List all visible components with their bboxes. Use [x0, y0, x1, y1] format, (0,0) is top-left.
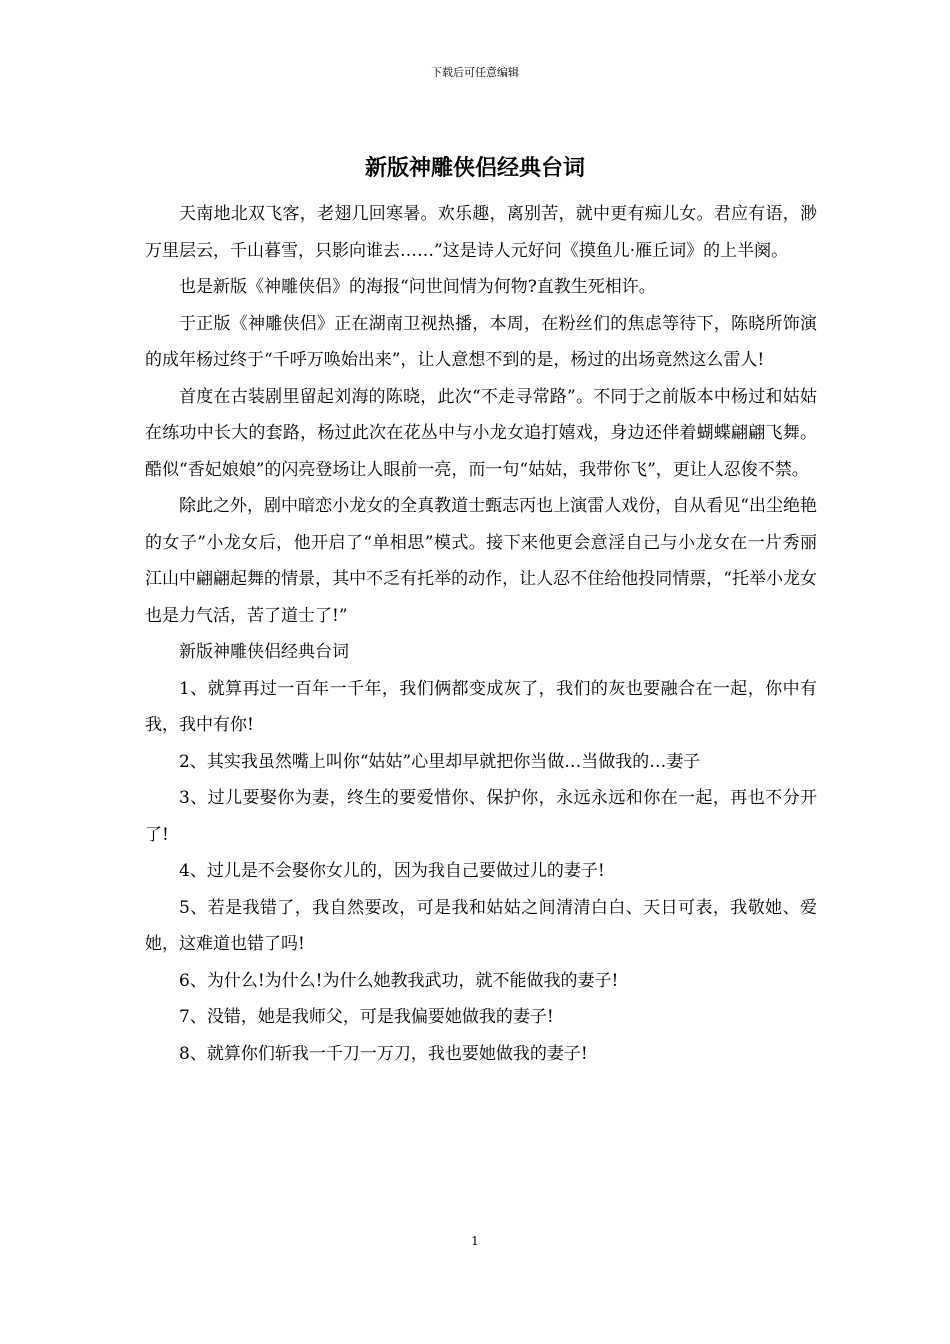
- section-heading-quotes: 新版神雕侠侣经典台词: [179, 642, 349, 662]
- paragraph-poem-intro: 天南地北双飞客，老翅几回寒暑。欢乐趣，离别苦，就中更有痴儿女。君应有语，渺万里层云，千山暮雪，只影向谁去……”这是诗人元好问《摸鱼儿·雁丘词》的上半阕。: [145, 204, 817, 261]
- page-header-note: 下载后可任意编辑: [431, 66, 519, 79]
- quote-item-2: 2、其实我虽然嘴上叫你“姑姑”心里却早就把你当做…当做我的…妻子: [179, 751, 701, 772]
- quote-item-8: 8、就算你们斩我一千刀一万刀，我也要她做我的妻子!: [179, 1043, 588, 1064]
- paragraph-zhen-zhibing: 除此之外，剧中暗恋小龙女的全真教道士甄志丙也上演雷人戏份，自从看见“出尘绝艳的女子”小龙女后，他开启了“单相思”模式。接下来他更会意淫自己与小龙女在一片秀丽江山中翩翩起舞的情景，其中不乏有托举的动作，让人忍不住给他投同情票，“托举小龙女也是力气活，苦了道士了!”: [145, 496, 817, 626]
- quote-item-3: 3、过儿要娶你为妻，终生的要爱惜你、保护你，永远永远和你在一起，再也不分开了!: [145, 788, 817, 845]
- quote-item-1: 1、就算再过一百年一千年，我们俩都变成灰了，我们的灰也要融合在一起，你中有我，我中有你!: [145, 678, 817, 735]
- paragraph-poster: 也是新版《神雕侠侣》的海报“问世间情为何物?直教生死相许。: [179, 277, 656, 297]
- document-body: [145, 196, 817, 1072]
- paragraph-yangguo-debut: 首度在古装剧里留起刘海的陈晓，此次“不走寻常路”。不同于之前版本中杨过和姑姑在练功中长大的套路，杨过此次在花丛中与小龙女追打嬉戏，身边还伴着蝴蝶翩翩飞舞。酷似“香妃娘娘”的闪亮登场让人眼前一亮，而一句“姑姑，我带你飞”，更让人忍俊不禁。: [145, 386, 817, 480]
- quote-item-7: 7、没错，她是我师父，可是我偏要她做我的妻子!: [179, 1007, 554, 1027]
- document-title: 新版神雕侠侣经典台词: [364, 155, 585, 181]
- quote-item-5: 5、若是我错了，我自然要改，可是我和姑姑之间清清白白、天日可表，我敬她、爱她，这难道也错了吗!: [145, 897, 817, 954]
- quote-item-4: 4、过儿是不会娶你女儿的，因为我自己要做过儿的妻子!: [179, 861, 605, 881]
- paragraph-broadcast: 于正版《神雕侠侣》正在湖南卫视热播，本周，在粉丝们的焦虑等待下，陈晓所饰演的成年杨过终于“千呼万唤始出来”，让人意想不到的是，杨过的出场竟然这么雷人!: [145, 313, 817, 370]
- page-number: 1: [471, 1234, 479, 1248]
- quote-item-6: 6、为什么!为什么!为什么她教我武功，就不能做我的妻子!: [179, 970, 619, 991]
